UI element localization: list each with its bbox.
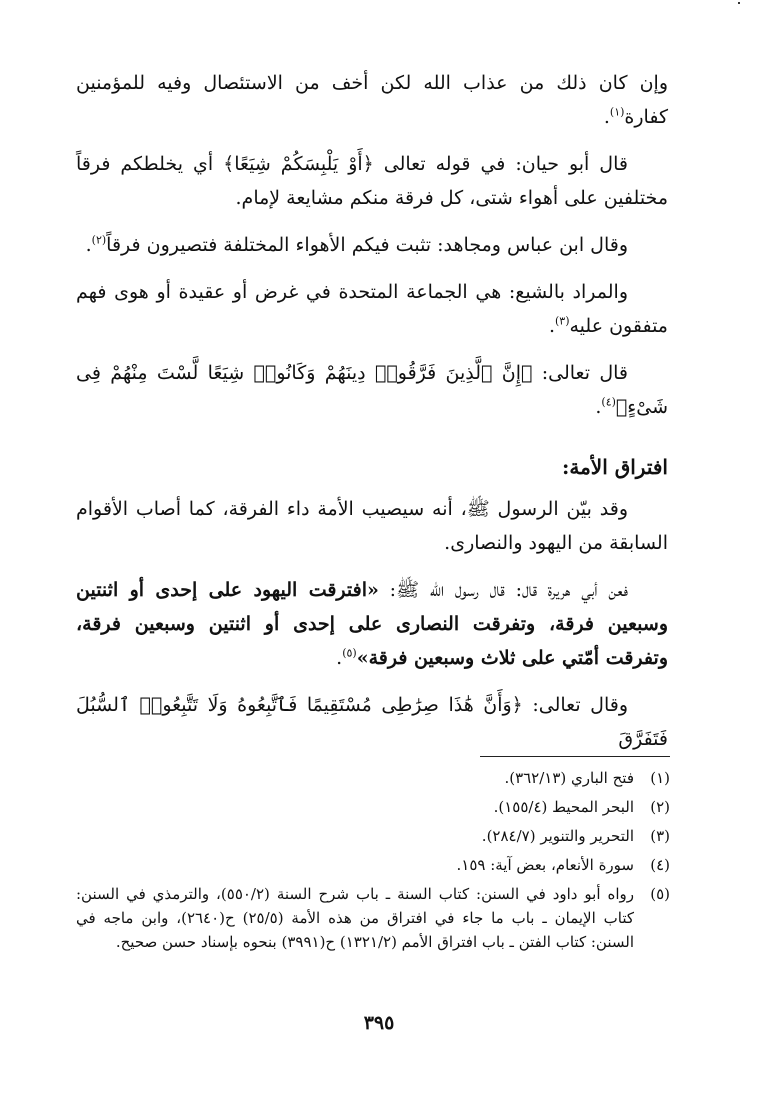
footnote-ref-1[interactable]: (١) [609,105,625,119]
footnote-ref-2[interactable]: (٢) [91,233,107,247]
paragraph-5: قال تعالى: ﴿إِنَّ ٱلَّذِينَ فَرَّقُوا۟ دِينَهُمْ وَكَانُوا۟ شِيَعًا لَّسْتَ مِنْهُمْ فِى شَىْءٍ﴾$^{(٤)}$. [76,362,668,418]
footnote-5 [76,882,670,954]
footnote-number: (٣) [650,827,670,845]
paragraph-4: والمراد بالشيع: هي الجماعة المتحدة في غرض أو عقيدة أو هوى فهم متفقون عليه$^{(٣)}$. [76,281,668,337]
footnote-ref-4[interactable]: (٤) [601,395,616,409]
footnote-1 [76,766,670,790]
footnote-text: سورة الأنعام، بعض آية: ١٥٩. [456,856,634,874]
footnote-text: رواه أبو داود في السنن: كتاب السنة ـ باب شرح السنة (٥٥٠/٢)، والترمذي في السنن: كتاب الإيمان ـ باب ما جاء في افتراق من هذه الأمة (٢٥/٥) ح(٢٦٤٠)، وابن ماجه في السنن: كتاب الفتن ـ باب افتراق الأمم (١٣٢١/٢) ح(٣٩٩١) بنحوه بإسناد حسن صحيح. [76,885,635,951]
footnote-divider [480,756,670,757]
footnote-number: (٢) [650,798,670,816]
quran-verse: ﴿أَوْ يَلْبِسَكُمْ شِيَعًا﴾ [223,153,374,175]
footnote-ref-5[interactable]: (٥) [342,646,357,660]
footnotes [76,766,670,959]
paragraph-2: قال أبو حيان: في قوله تعالى ﴿أَوْ يَلْبِسَكُمْ شِيَعًا﴾ أي يخلطكم فرقاً مختلفين على أهواء شتى، كل فرقة منكم مشايعة لإمام. [76,153,668,209]
footnote-ref-3[interactable]: (٣) [554,314,570,328]
footnote-number: (١) [650,769,670,787]
paragraph-6: وقد بيّن الرسول ﷺ، أنه سيصيب الأمة داء الفرقة، كما أصاب الأقوام السابقة من اليهود والنصارى. [76,498,668,554]
footnote-2 [76,795,670,819]
quran-verse: ﴿وَأَنَّ هَٰذَا صِرَٰطِى مُسْتَقِيمًا فَٱتَّبِعُوهُ وَلَا تَتَّبِعُوا۟ ٱلسُّبُلَ فَتَفَرَّقَ [76,694,668,750]
footnote-number: (٥) [650,885,670,903]
page-number: ٣٩٥ [363,1012,395,1034]
footnote-3 [76,824,670,848]
paragraph-1: وإن كان ذلك من عذاب الله لكن أخف من الاستئصال وفيه للمؤمنين كفارة$^{(١)}$. [76,72,668,128]
paragraph-3: وقال ابن عباس ومجاهد: تثبت فيكم الأهواء المختلفة فتصيرون فرقاً$^{(٢)}$. [85,233,628,256]
footnote-text: فتح الباري (٣٦٢/١٣). [504,769,634,787]
footnote-text: التحرير والتنوير (٢٨٤/٧). [481,827,634,845]
scan-mark [738,2,740,4]
main-text [76,66,668,769]
footnote-number: (٤) [650,856,670,874]
footnote-text: البحر المحيط (١٥٥/٤). [493,798,634,816]
section-heading: افتراق الأمة: [561,455,668,479]
footnote-4 [76,853,670,877]
paragraph-8: وقال تعالى: ﴿وَأَنَّ هَٰذَا صِرَٰطِى مُسْتَقِيمًا فَٱتَّبِعُوهُ وَلَا تَتَّبِعُوا۟ ٱلسُّبُلَ فَتَفَرَّقَ [76,694,668,750]
quran-verse: ﴿إِنَّ ٱلَّذِينَ فَرَّقُوا۟ دِينَهُمْ وَكَانُوا۟ شِيَعًا لَّسْتَ مِنْهُمْ فِى شَىْءٍ﴾ [76,362,668,418]
hadith-text: «افترقت اليهود على إحدى أو اثنتين وسبعين فرقة، وتفرقت النصارى على إحدى أو اثنتين وسبعين فرقة، وتفرقت أمّتي على ثلاث وسبعين فرقة» [76,579,668,669]
paragraph-7: فعن أبي هريرة قال: قال رسول الله ﷺ: «افترقت اليهود على إحدى أو اثنتين وسبعين فرقة، وتفرقت النصارى على إحدى أو اثنتين وسبعين فرقة، وتفرقت أمّتي على ثلاث وسبعين فرقة»$^{(٥)}$. [76,579,668,669]
